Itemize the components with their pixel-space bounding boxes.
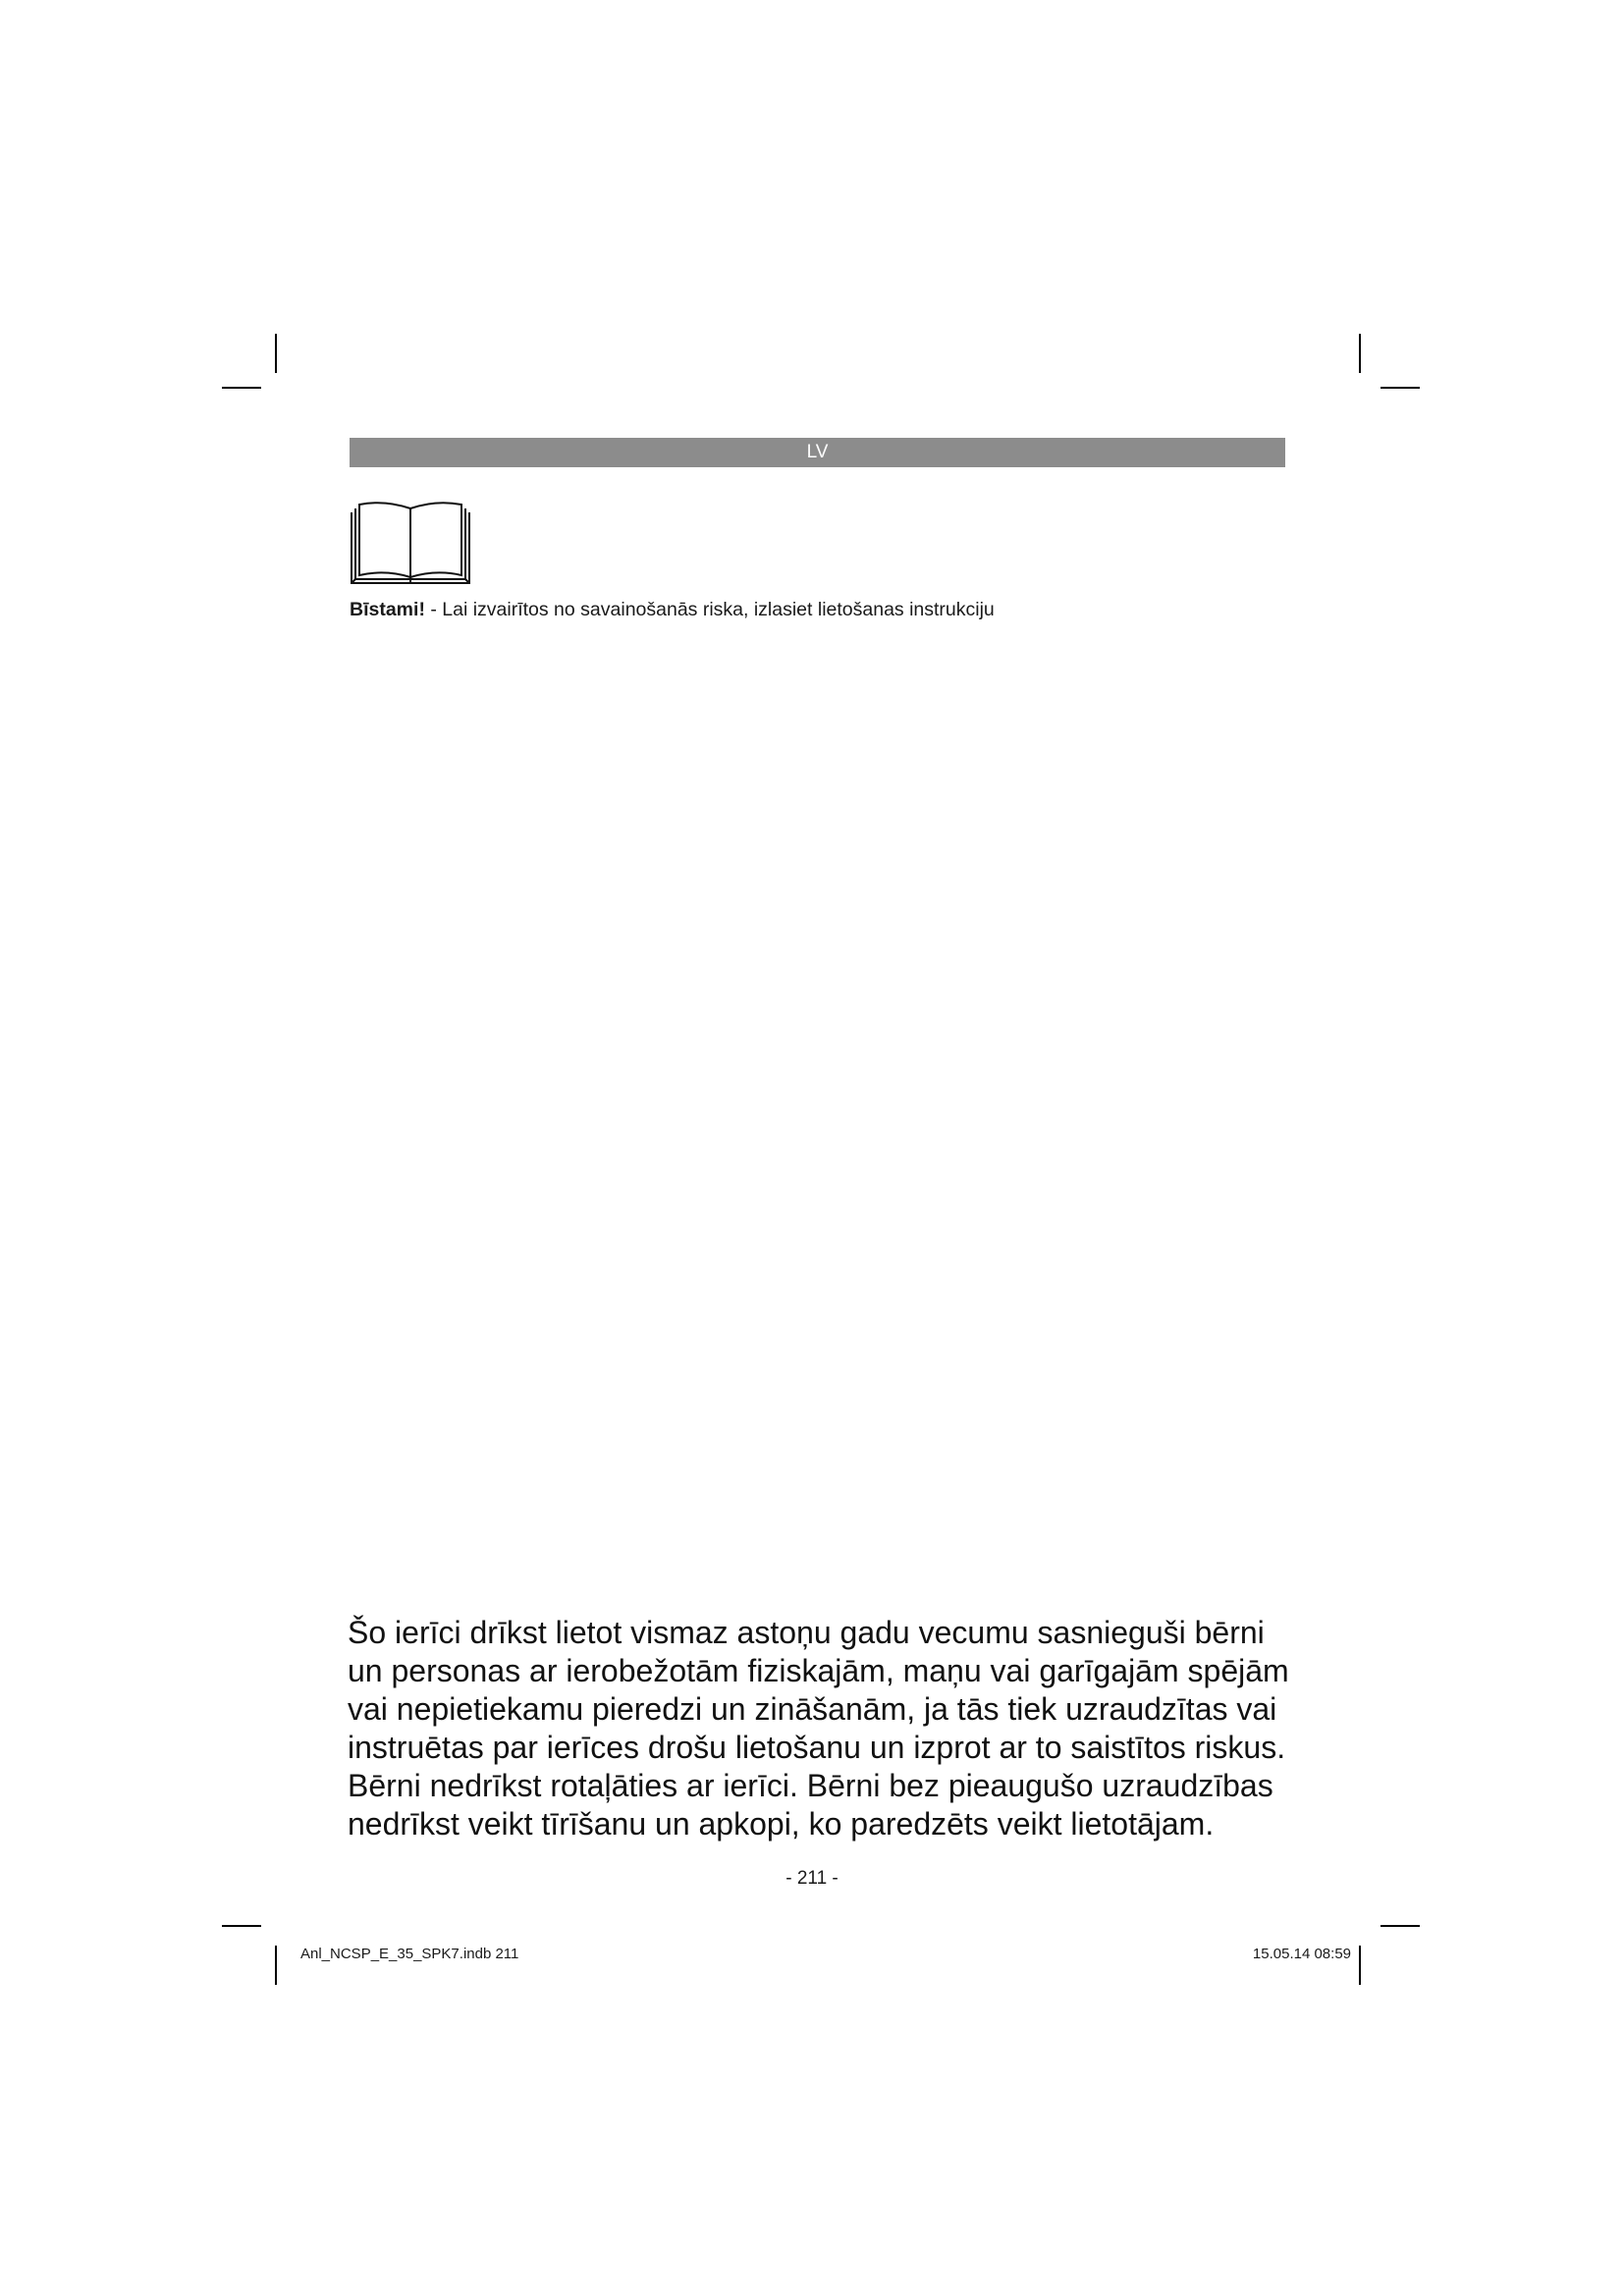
warning-label: Bīstami! [350, 599, 425, 620]
paragraph-line: instruētas par ierīces drošu lietošanu un izprot ar to saistītos riskus. [348, 1730, 1286, 1765]
safety-paragraph [348, 1614, 1290, 1843]
paragraph-line: Šo ierīci drīkst lietot vismaz astoņu gadu vecumu sasnieguši bērni [348, 1615, 1265, 1650]
language-header-bar [350, 438, 1285, 467]
warning-text: - Lai izvairītos no savainošanās riska, izlasiet lietošanas instrukciju [424, 599, 995, 620]
open-book-icon [350, 501, 471, 585]
crop-mark-bottom-left-vertical [275, 1946, 277, 1985]
crop-mark-bottom-right-horizontal [1380, 1925, 1420, 1927]
language-code: LV [806, 442, 829, 462]
crop-mark-bottom-right-vertical [1359, 1946, 1361, 1985]
paragraph-line: vai nepietiekamu pieredzi un zināšanām, ja tās tiek uzraudzītas vai [348, 1691, 1277, 1727]
paragraph-line: un personas ar ierobežotām fiziskajām, maņu vai garīgajām spējām [348, 1653, 1289, 1688]
paragraph-line: Bērni nedrīkst rotaļāties ar ierīci. Bērni bez pieaugušo uzraudzības [348, 1768, 1273, 1803]
crop-mark-top-right-horizontal [1380, 387, 1420, 389]
warning-notice [350, 597, 1430, 622]
paragraph-line: nedrīkst veikt tīrīšanu un apkopi, ko paredzēts veikt lietotājam. [348, 1806, 1215, 1842]
page-number: - 211 - [785, 1868, 839, 1889]
crop-mark-top-left-horizontal [222, 387, 261, 389]
crop-mark-top-left-vertical [275, 334, 277, 373]
crop-mark-top-right-vertical [1359, 334, 1361, 373]
footer-file-name: Anl_NCSP_E_35_SPK7.indb 211 [300, 1946, 519, 1962]
crop-mark-bottom-left-horizontal [222, 1925, 261, 1927]
footer-timestamp: 15.05.14 08:59 [1252, 1946, 1351, 1962]
